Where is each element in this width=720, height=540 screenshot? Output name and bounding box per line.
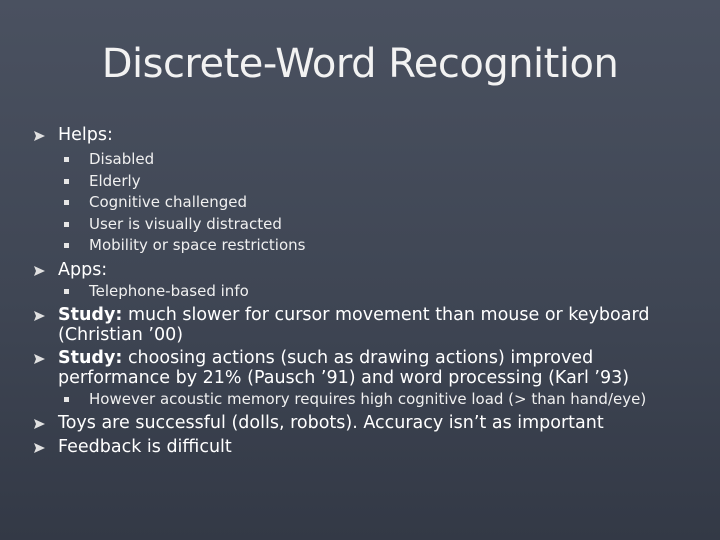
study-text: choosing actions (such as drawing actions) improved xyxy=(122,348,594,368)
study-label: Study: xyxy=(58,305,123,325)
sub-bullet-text: User is visually distracted xyxy=(89,214,282,233)
sub-bullet-text: However acoustic memory requires high cognitive load (> than hand/eye) xyxy=(89,390,647,408)
right-pointer-icon xyxy=(32,413,46,434)
right-pointer-icon xyxy=(32,125,46,146)
square-bullet-icon xyxy=(64,192,70,214)
slide-title: Discrete-Word Recognition xyxy=(101,41,619,87)
bullet-text xyxy=(58,305,649,326)
bullet-text: Toys are successful (dolls, robots). Accuracy isn’t as important xyxy=(58,413,604,433)
square-bullet-icon xyxy=(64,235,70,257)
bullet-text: Helps: xyxy=(58,125,113,145)
sub-bullet-text: Cognitive challenged xyxy=(89,193,248,211)
study-text: much slower for cursor movement than mouse or keyboard xyxy=(122,305,650,325)
sub-bullet-text: Disabled xyxy=(89,150,155,168)
bullet-text: performance by 21% (Pausch ’91) and word processing (Karl ’93) xyxy=(58,368,630,388)
study-label: Study: xyxy=(58,348,123,368)
right-pointer-icon xyxy=(32,260,46,281)
right-pointer-icon xyxy=(32,437,46,458)
square-bullet-icon xyxy=(64,389,70,411)
square-bullet-icon xyxy=(64,171,70,193)
right-pointer-icon xyxy=(32,348,46,369)
sub-bullet-text: Elderly xyxy=(89,171,141,190)
bullet-text: (Christian ’00) xyxy=(58,325,184,345)
bullet-text: Feedback is difficult xyxy=(58,437,232,457)
bullet-text: Apps: xyxy=(58,260,108,280)
sub-bullet-text: Mobility or space restrictions xyxy=(89,236,306,254)
square-bullet-icon xyxy=(64,281,70,303)
right-pointer-icon xyxy=(32,305,46,326)
square-bullet-icon xyxy=(64,214,70,236)
square-bullet-icon xyxy=(64,149,70,171)
bullet-text xyxy=(58,348,593,369)
sub-bullet-text: Telephone-based info xyxy=(89,282,249,300)
